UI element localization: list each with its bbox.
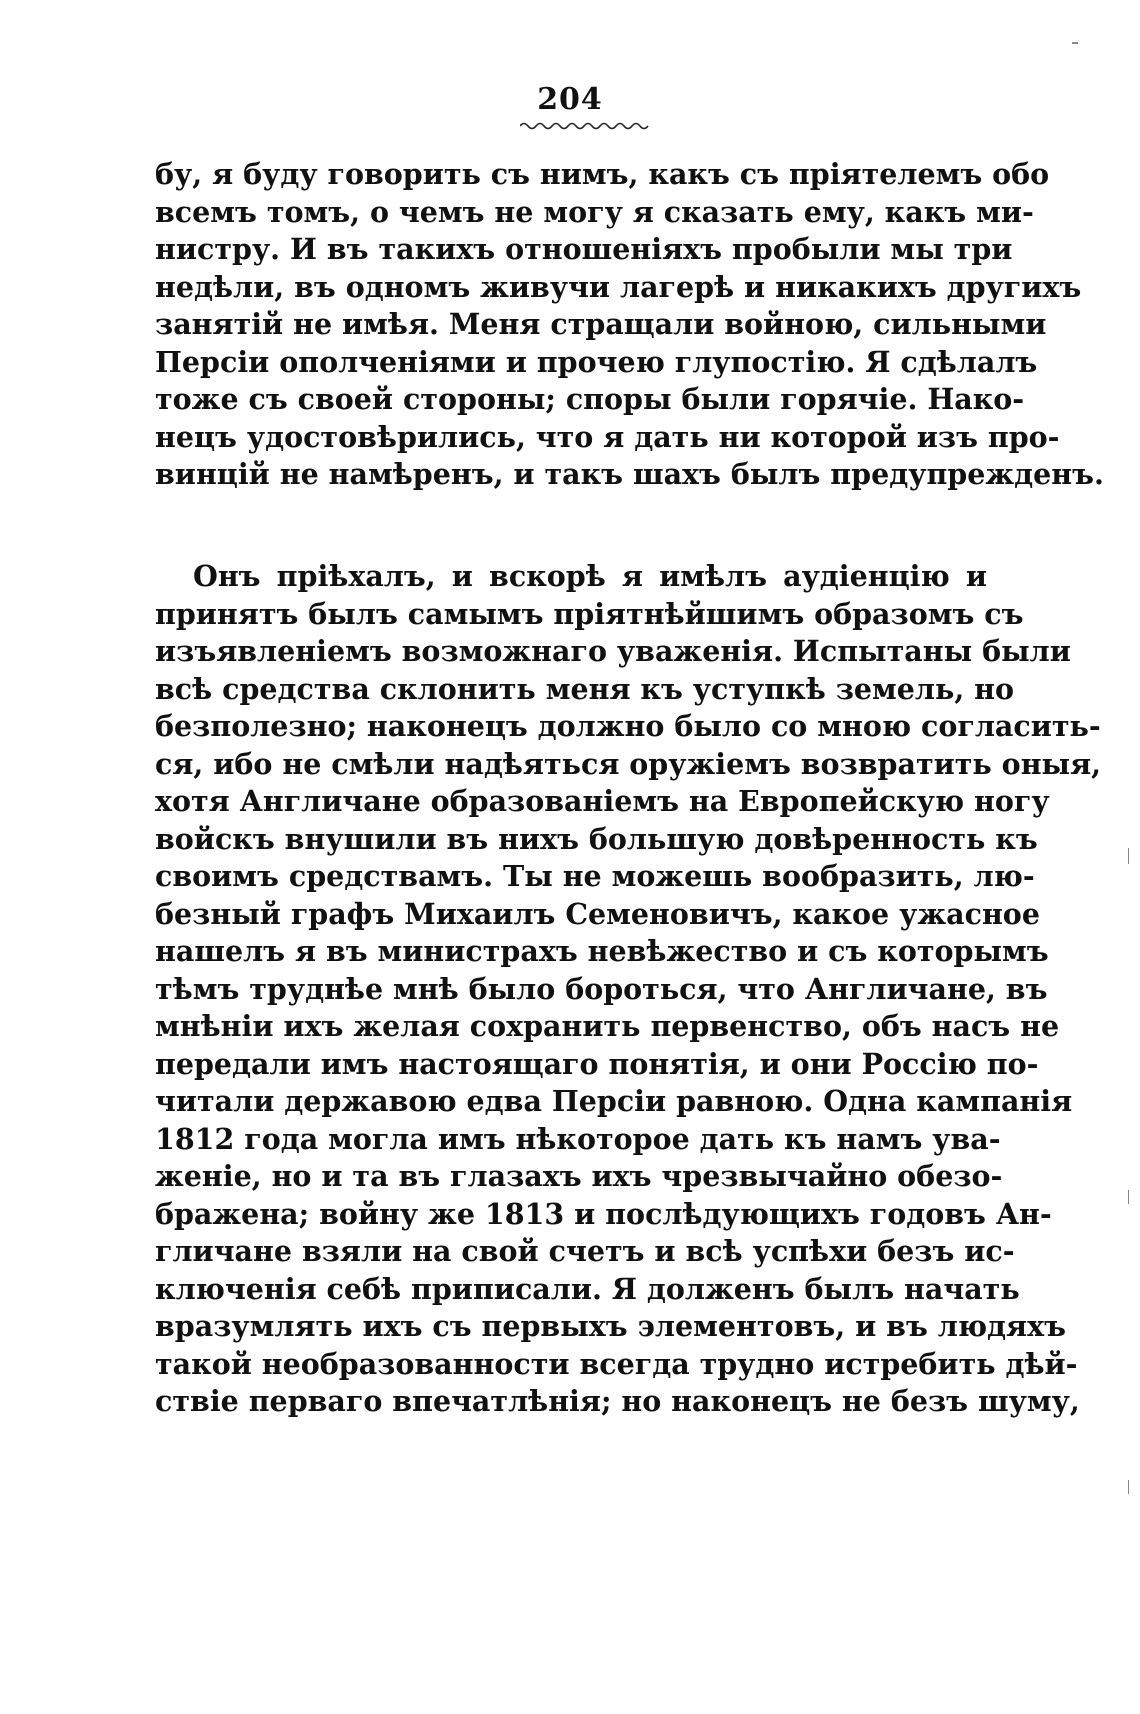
scan-edge-mark bbox=[1072, 42, 1078, 44]
text-line: тоже съ своей стороны; споры были горячiе. Нако- bbox=[155, 382, 1025, 416]
text-line: своимъ средствамъ. Ты не можешь вообразить, лю- bbox=[155, 859, 1035, 893]
text-line: Онъ прiѣхалъ, и вскорѣ я имѣлъ аудiенцiю и bbox=[193, 559, 987, 593]
text-line: бражена; войну же 1813 и послѣдующихъ годовъ Ан- bbox=[155, 1196, 1052, 1231]
text-line: всемъ томъ, о чемъ не могу я сказать ему, какъ ми- bbox=[155, 194, 1034, 229]
text-line: недѣли, въ одномъ живучи лагерѣ и никакихъ другихъ bbox=[155, 269, 1082, 304]
text-line: принятъ былъ самымъ прiятнѣйшимъ образомъ съ bbox=[155, 596, 1024, 631]
text-line: тѣмъ труднѣе мнѣ было бороться, что Англичане, въ bbox=[155, 971, 1048, 1006]
text-line: ключенiя себѣ приписали. Я долженъ былъ начать bbox=[155, 1271, 1020, 1306]
text-line: винцiй не намѣренъ, и такъ шахъ былъ предупрежденъ. bbox=[155, 457, 1104, 491]
text-line: ся, ибо не смѣли надѣяться оружiемъ возвратить оныя, bbox=[155, 746, 1102, 781]
paragraph-2 bbox=[155, 558, 1102, 1421]
text-line: мнѣнiи ихъ желая сохранить первенство, объ насъ не bbox=[155, 1009, 1060, 1043]
text-line: изъявленiемъ возможнаго уваженiя. Испытаны были bbox=[155, 634, 1071, 668]
text-line: передали имъ настоящаго понятiя, и они Россiю по- bbox=[155, 1046, 1039, 1081]
text-line: занятiй не имѣя. Меня стращали войною, сильными bbox=[155, 307, 1047, 341]
text-line: ствiе перваго впечатлѣнiя; но наконецъ не безъ шуму, bbox=[155, 1384, 1080, 1418]
text-line: хотя Англичане образованiемъ на Европейскую ногу bbox=[155, 784, 1050, 818]
text-line: безполезно; наконецъ должно было со мною согласить- bbox=[155, 709, 1101, 743]
scan-edge-mark bbox=[1128, 848, 1129, 864]
wavy-ornament bbox=[520, 120, 650, 132]
text-line: войскъ внушили въ нихъ большую довѣренность къ bbox=[155, 821, 1038, 856]
text-line: гличане взяли на свой счетъ и всѣ успѣхи безъ ис- bbox=[155, 1234, 1015, 1268]
text-line: женiе, но и та въ глазахъ ихъ чрезвычайно обезо- bbox=[155, 1159, 1003, 1193]
text-line: такой необразованности всегда трудно истребить дѣй- bbox=[155, 1346, 1078, 1381]
scan-edge-mark bbox=[1128, 1190, 1129, 1204]
text-line: бу, я буду говорить съ нимъ, какъ съ прiятелемъ обо bbox=[155, 157, 1050, 191]
page-number: 204 bbox=[537, 82, 603, 117]
text-line: 1812 года могла имъ нѣкоторое дать къ намъ ува- bbox=[155, 1121, 1001, 1156]
text-line: читали державою едва Персiи равною. Одна кампанiя bbox=[155, 1084, 1073, 1118]
text-line: Персiи ополченiями и прочею глупостiю. Я сдѣлалъ bbox=[155, 344, 1038, 379]
text-line: безный графъ Михаилъ Семеновичъ, какое ужасное bbox=[155, 896, 1040, 931]
text-line: нецъ удостовѣрились, что я дать ни которой изъ про- bbox=[155, 419, 1060, 454]
paragraph-1 bbox=[155, 156, 1104, 494]
scan-edge-mark bbox=[1128, 1480, 1129, 1494]
text-line: нистру. И въ такихъ отношенiяхъ пробыли мы три bbox=[155, 232, 1013, 266]
text-line: вразумлять ихъ съ первыхъ элементовъ, и въ людяхъ bbox=[155, 1309, 1066, 1343]
text-line: всѣ средства склонить меня къ уступкѣ земель, но bbox=[155, 671, 1015, 706]
text-line: нашелъ я въ министрахъ невѣжество и съ которымъ bbox=[155, 934, 1049, 968]
